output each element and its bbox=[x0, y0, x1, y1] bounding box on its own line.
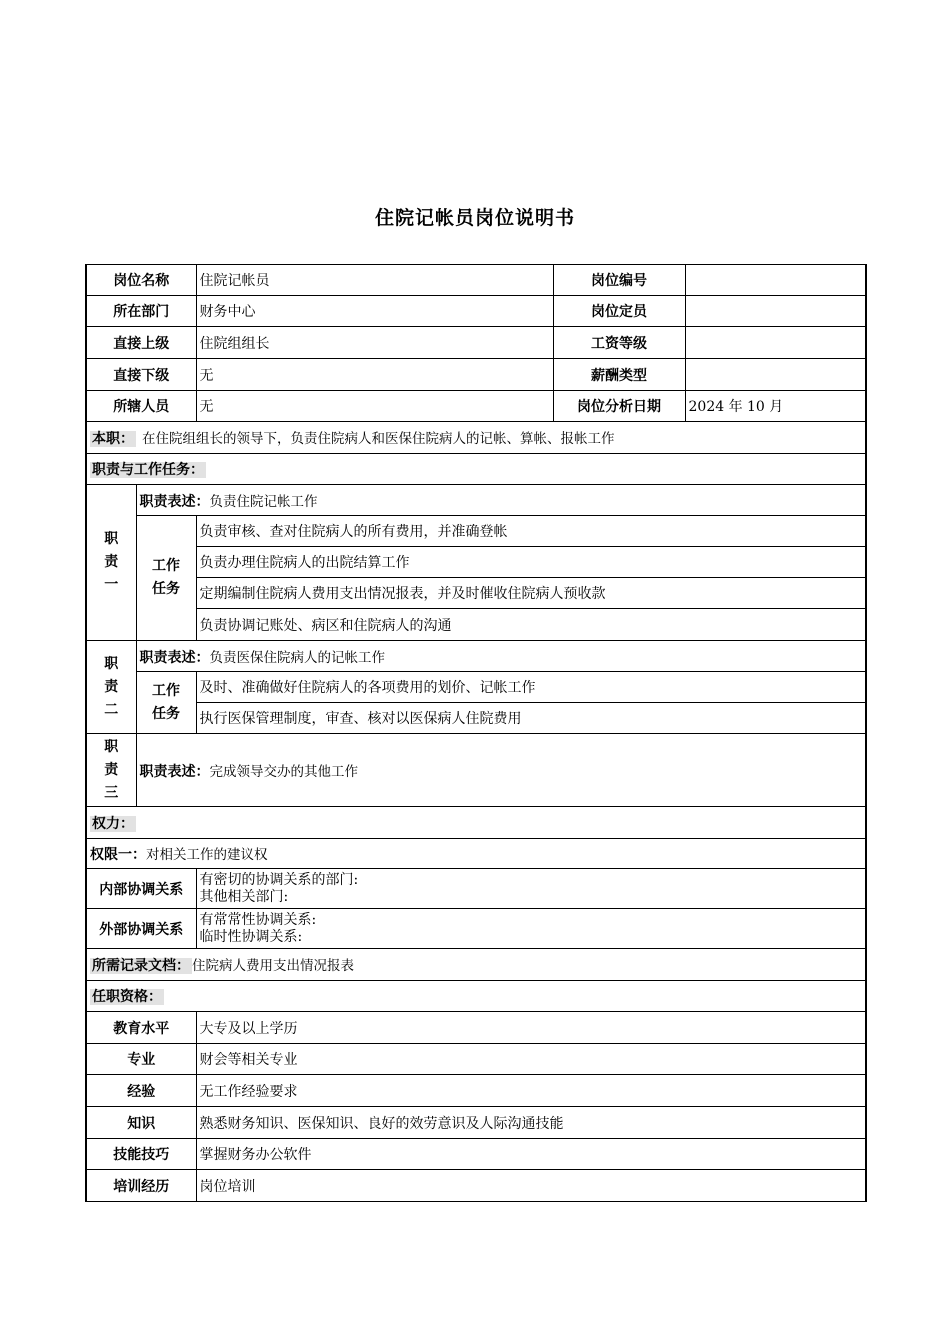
skills-value: 掌握财务办公软件 bbox=[196, 1139, 866, 1170]
major-value: 财会等相关专业 bbox=[196, 1044, 866, 1075]
internal-line-1: 有密切的协调关系的部门: bbox=[199, 871, 359, 888]
authority-header: 权力： bbox=[92, 815, 134, 832]
duty-1-task-1: 负责审核、查对住院病人的所有费用，并准确登帐 bbox=[196, 516, 866, 547]
external-line-2: 临时性协调关系: bbox=[199, 928, 303, 945]
row-superior bbox=[86, 327, 866, 359]
duty-1-desc-row bbox=[86, 485, 866, 516]
wage-value bbox=[685, 327, 866, 359]
summary-text: 在住院组组长的领导下，负责住院病人和医保住院病人的记帐、算帐、报帐工作 bbox=[142, 431, 615, 447]
duty-1-task-3: 定期编制住院病人费用支出情况报表，并及时催收住院病人预收款 bbox=[196, 578, 866, 609]
duty-3-desc-label: 职责表述： bbox=[139, 763, 210, 780]
limit-1-text: 对相关工作的建议权 bbox=[146, 847, 268, 863]
job-no-label: 岗位编号 bbox=[553, 265, 685, 296]
job-description-table bbox=[85, 264, 867, 1202]
duties-header: 职责与工作任务： bbox=[92, 462, 204, 478]
row-summary bbox=[86, 422, 866, 454]
analysis-date-value: 2024 年 10 月 bbox=[685, 391, 866, 422]
training-label: 培训经历 bbox=[86, 1170, 196, 1202]
duty-2-task-row bbox=[86, 703, 866, 734]
experience-value: 无工作经验要求 bbox=[196, 1075, 866, 1107]
duty-2-desc-label: 职责表述： bbox=[139, 649, 210, 666]
duty-2-desc-row bbox=[86, 641, 866, 672]
internal-cell bbox=[196, 869, 866, 909]
summary-label: 本职： bbox=[92, 431, 134, 447]
duty-3-label: 职 责 三 bbox=[86, 734, 136, 807]
limit-1-label: 权限一： bbox=[90, 847, 146, 863]
duty-1-task-4: 负责协调记账处、病区和住院病人的沟通 bbox=[196, 609, 866, 641]
duty-2-task-2: 执行医保管理制度，审查、核对以医保病人住院费用 bbox=[196, 703, 866, 734]
managed-value: 无 bbox=[196, 391, 553, 422]
analysis-date-label: 岗位分析日期 bbox=[553, 391, 685, 422]
job-name-value: 住院记帐员 bbox=[196, 265, 553, 296]
duty-3-row bbox=[86, 734, 866, 807]
qualifications-header-cell bbox=[86, 981, 866, 1012]
pay-type-value bbox=[685, 359, 866, 391]
qualifications-header: 任职资格： bbox=[92, 989, 162, 1005]
row-authority-header bbox=[86, 807, 866, 839]
major-label: 专业 bbox=[86, 1044, 196, 1075]
headcount-label: 岗位定员 bbox=[553, 296, 685, 327]
qualification-row bbox=[86, 1139, 866, 1170]
external-label: 外部协调关系 bbox=[86, 909, 196, 949]
duty-1-task-row bbox=[86, 578, 866, 609]
row-limit-1 bbox=[86, 839, 866, 869]
duty-3-desc: 完成领导交办的其他工作 bbox=[209, 763, 358, 780]
records-label: 所需记录文档： bbox=[92, 958, 190, 974]
duty-1-desc: 负责住院记帐工作 bbox=[209, 493, 318, 510]
duty-1-desc-cell bbox=[136, 485, 866, 516]
duty-2-desc: 负责医保住院病人的记帐工作 bbox=[209, 649, 385, 666]
duty-1-task-row bbox=[86, 547, 866, 578]
summary-cell bbox=[86, 422, 866, 454]
row-dept bbox=[86, 296, 866, 327]
duty-1-task-label: 工作 任务 bbox=[136, 516, 196, 641]
duty-3-desc-cell bbox=[136, 734, 866, 807]
internal-line-2: 其他相关部门: bbox=[199, 888, 289, 905]
document-title: 住院记帐员岗位说明书 bbox=[374, 207, 575, 229]
row-duties-header bbox=[86, 454, 866, 485]
pay-type-label: 薪酬类型 bbox=[553, 359, 685, 391]
qualification-row bbox=[86, 1107, 866, 1139]
records-text: 住院病人费用支出情况报表 bbox=[192, 958, 354, 974]
duties-header-cell bbox=[86, 454, 866, 485]
qualification-row bbox=[86, 1044, 866, 1075]
subordinate-label: 直接下级 bbox=[86, 359, 196, 391]
duty-2-label: 职 责 二 bbox=[86, 641, 136, 734]
duty-2-task-1: 及时、准确做好住院病人的各项费用的划价、记帐工作 bbox=[196, 672, 866, 703]
education-value: 大专及以上学历 bbox=[196, 1012, 866, 1044]
knowledge-value: 熟悉财务知识、医保知识、良好的效劳意识及人际沟通技能 bbox=[196, 1107, 866, 1139]
authority-header-cell bbox=[86, 807, 866, 839]
row-job-name bbox=[86, 265, 866, 296]
row-subordinate bbox=[86, 359, 866, 391]
row-records bbox=[86, 949, 866, 981]
superior-label: 直接上级 bbox=[86, 327, 196, 359]
limit-1-cell bbox=[86, 839, 866, 869]
duty-1-task-row bbox=[86, 609, 866, 641]
duty-2-desc-cell bbox=[136, 641, 866, 672]
duty-1-label: 职 责 一 bbox=[86, 485, 136, 641]
knowledge-label: 知识 bbox=[86, 1107, 196, 1139]
external-cell bbox=[196, 909, 866, 949]
duty-1-desc-label: 职责表述： bbox=[139, 493, 210, 510]
row-qualifications-header bbox=[86, 981, 866, 1012]
duty-1-task-row bbox=[86, 516, 866, 547]
duty-2-task-row bbox=[86, 672, 866, 703]
job-name-label: 岗位名称 bbox=[86, 265, 196, 296]
row-internal bbox=[86, 869, 866, 909]
records-cell bbox=[86, 949, 866, 981]
qualification-row bbox=[86, 1170, 866, 1202]
education-label: 教育水平 bbox=[86, 1012, 196, 1044]
wage-label: 工资等级 bbox=[553, 327, 685, 359]
duty-1-task-2: 负责办理住院病人的出院结算工作 bbox=[196, 547, 866, 578]
experience-label: 经验 bbox=[86, 1075, 196, 1107]
headcount-value bbox=[685, 296, 866, 327]
subordinate-value: 无 bbox=[196, 359, 553, 391]
internal-label: 内部协调关系 bbox=[86, 869, 196, 909]
dept-value: 财务中心 bbox=[196, 296, 553, 327]
dept-label: 所在部门 bbox=[86, 296, 196, 327]
job-no-value bbox=[685, 265, 866, 296]
superior-value: 住院组组长 bbox=[196, 327, 553, 359]
skills-label: 技能技巧 bbox=[86, 1139, 196, 1170]
row-external bbox=[86, 909, 866, 949]
qualification-row bbox=[86, 1012, 866, 1044]
external-line-1: 有常常性协调关系: bbox=[199, 911, 317, 928]
duty-2-task-label: 工作 任务 bbox=[136, 672, 196, 734]
qualification-row bbox=[86, 1075, 866, 1107]
row-managed bbox=[86, 391, 866, 422]
managed-label: 所辖人员 bbox=[86, 391, 196, 422]
training-value: 岗位培训 bbox=[196, 1170, 866, 1202]
